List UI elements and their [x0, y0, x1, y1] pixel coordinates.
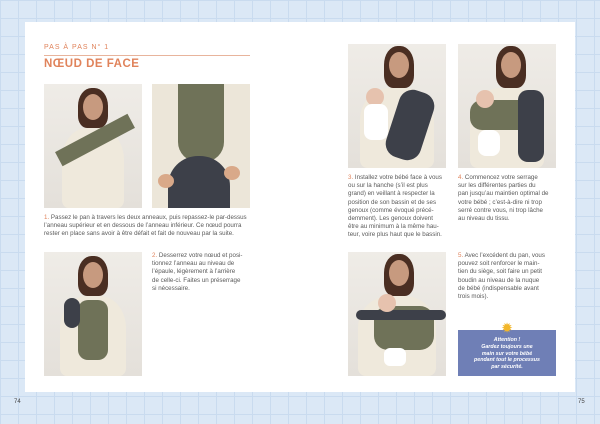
step3-line: être au minimum à la même hau- [348, 223, 439, 231]
step2-line: tionnez l’anneau au niveau de [152, 260, 235, 268]
step2-line: l’épaule, légèrement à l’arrière [152, 268, 236, 276]
step4-number: 4. [458, 174, 464, 181]
page-title: NŒUD DE FACE [44, 58, 140, 70]
photo-step1-rings [44, 84, 142, 208]
step4-line: pan jusqu’au maintien optimal de [458, 190, 549, 198]
attention-line: par sécurité. [491, 363, 523, 370]
step4-line: au niveau du tissu. [458, 215, 510, 223]
step4-line: sur les différentes parties du [458, 182, 536, 190]
caption-step2 [152, 252, 252, 293]
step5-number: 5. [458, 252, 464, 259]
step2-line: Desserrez votre nœud et posi- [158, 252, 243, 259]
step4-line: Commencez votre serrage [464, 174, 538, 181]
photo-step3 [348, 44, 446, 168]
step2-line: de celle-ci. Faites un préserrage [152, 276, 241, 284]
photo-step4 [458, 44, 556, 168]
step5-line: trois mois). [458, 293, 489, 301]
step3-line: ou sur la hanche (s’il est plus [348, 182, 428, 190]
caption-step1 [44, 214, 252, 239]
step3-line: position de son bassin et de ses [348, 198, 437, 206]
attention-title: Attention ! [493, 337, 521, 343]
divider [44, 55, 250, 56]
step3-line: demment). Les genoux doivent [348, 215, 433, 223]
attention-line: Gardez toujours une [481, 344, 533, 350]
attention-line: main sur votre bébé [481, 350, 533, 357]
step-kicker: PAS À PAS N° 1 [44, 44, 110, 51]
step2-number: 2. [152, 252, 158, 259]
attention-callout [458, 321, 556, 376]
step1-line: l’anneau supérieur et en dessous de l’anneau inférieur. Ce nœud pourra [44, 222, 242, 230]
sun-icon: ✹ [501, 321, 513, 335]
step4-line: serré contre vous, ni trop lâche [458, 206, 543, 214]
page-number-left: 74 [14, 399, 21, 405]
step5-line: tien du siège, soit faire un petit [458, 268, 542, 276]
step5-line: Avec l’excédent du pan, vous [464, 252, 545, 259]
attention-line: pendant tout le processus [474, 357, 540, 364]
caption-step3 [348, 174, 448, 240]
step1-number: 1. [44, 214, 50, 221]
caption-step5 [458, 252, 556, 301]
caption-step4 [458, 174, 556, 223]
step3-number: 3. [348, 174, 354, 181]
step3-line: genoux (comme évoqué précé- [348, 206, 434, 214]
step5-line: boudin au niveau de la nuque [458, 276, 540, 284]
step4-line: votre bébé ; c’est-à-dire ni trop [458, 198, 542, 206]
photo-step2 [44, 252, 142, 376]
step1-line: Passez le pan à travers les deux anneaux, puis repassez-le par-dessus [50, 214, 247, 221]
step3-line: Installez votre bébé face à vous [354, 174, 442, 181]
attention-text [464, 344, 550, 370]
step1-line: rester en place sans avoir à être défait et fait de nouveau par la suite. [44, 230, 234, 238]
step5-line: pouvez soit renforcer le main- [458, 260, 540, 268]
photo-step1-closeup [152, 84, 250, 208]
step3-line: grand) en veillant à respecter la [348, 190, 435, 198]
step2-line: si nécessaire. [152, 284, 190, 292]
step5-line: de bébé (indispensable avant [458, 284, 539, 292]
page-number-right: 75 [578, 399, 585, 405]
photo-step5 [348, 252, 446, 376]
step3-line: teur, voire plus haut que le bassin. [348, 231, 442, 239]
